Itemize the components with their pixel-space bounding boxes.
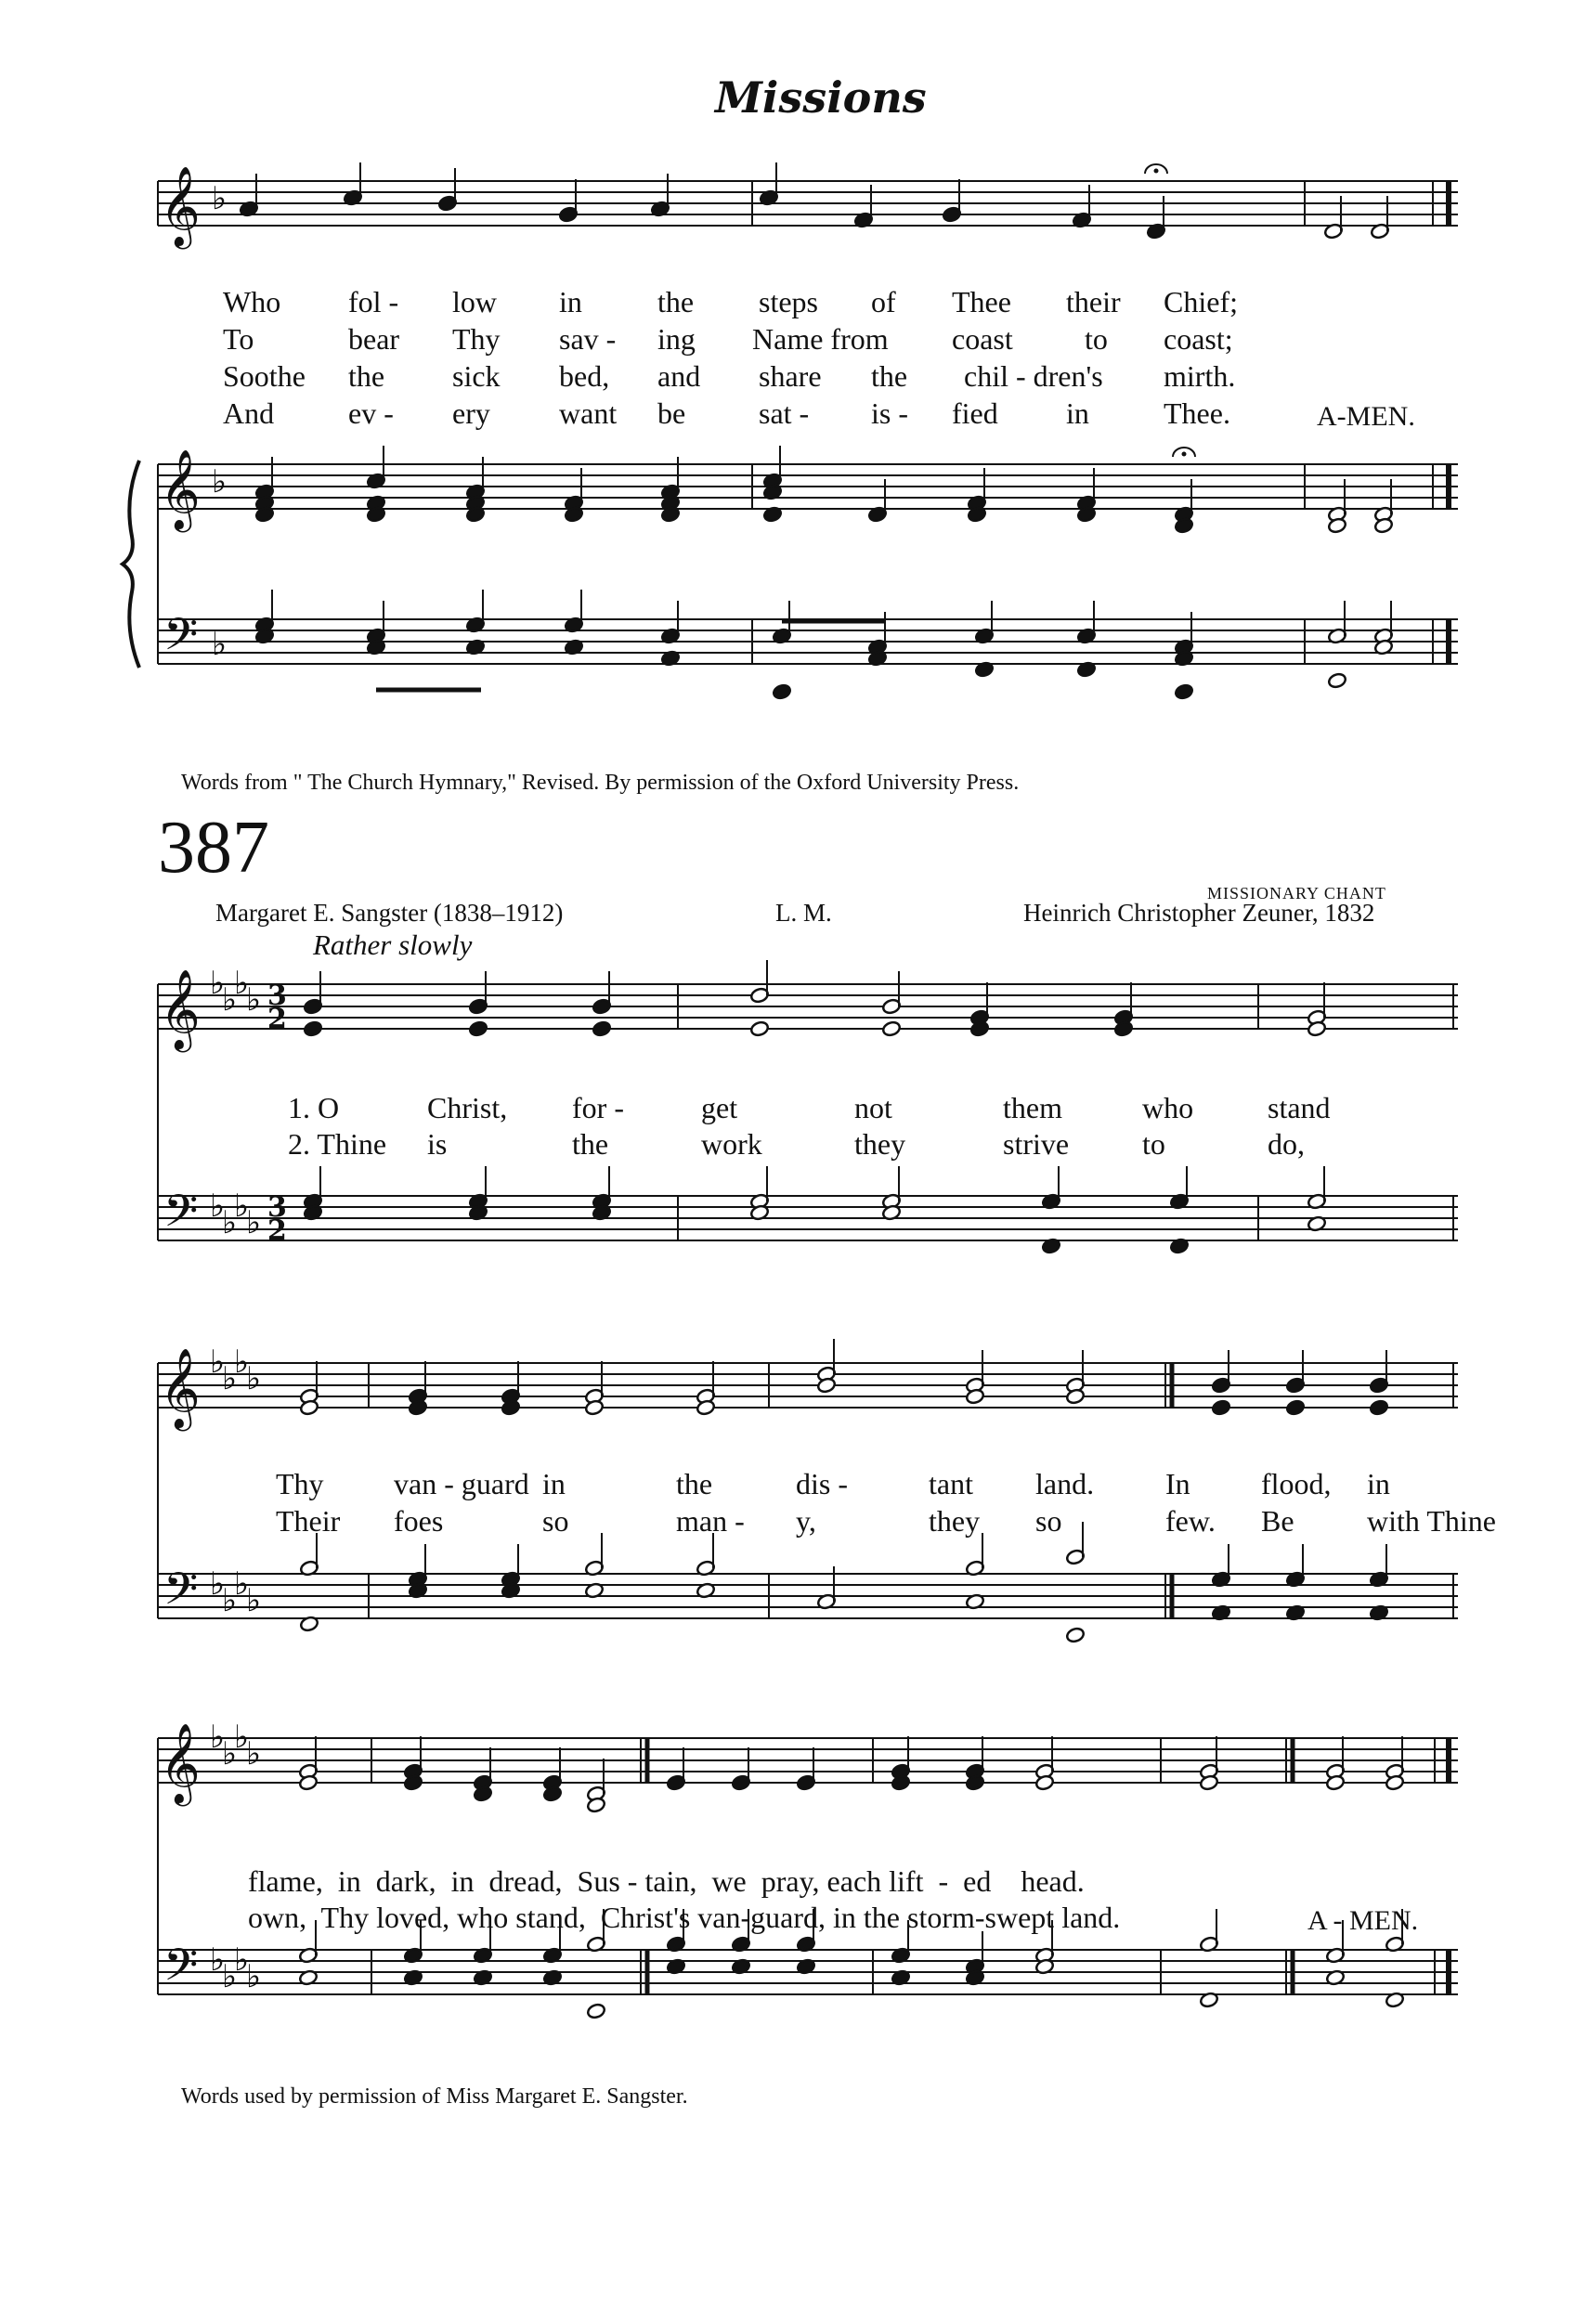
hymn-386-line1-syllable: their bbox=[1066, 285, 1121, 318]
system-2-syllable: y, bbox=[796, 1504, 816, 1538]
time-signature: 3 bbox=[267, 1191, 287, 1224]
hymn-386-line2-syllable: Name from bbox=[752, 322, 889, 356]
hymn-number: 387 bbox=[158, 807, 269, 889]
system-1-syllable: stand bbox=[1268, 1091, 1331, 1124]
fermata-dot bbox=[1182, 452, 1187, 457]
half-note bbox=[749, 1020, 769, 1037]
flat-icon: ♭ bbox=[210, 1188, 226, 1225]
system-2-syllable: Thy bbox=[276, 1467, 324, 1500]
flat-icon: ♭ bbox=[212, 626, 228, 663]
fermata-dot bbox=[1154, 169, 1159, 174]
hymn-386-line4-syllable: sat - bbox=[759, 396, 810, 430]
hymn-386-line4-syllable: fied bbox=[952, 396, 998, 430]
flat-icon: ♭ bbox=[222, 1360, 238, 1397]
hymn-386-line4-syllable: Thee. bbox=[1164, 396, 1230, 430]
brace-icon bbox=[123, 461, 139, 668]
time-signature: 2 bbox=[267, 1003, 287, 1035]
flat-icon: ♭ bbox=[210, 965, 226, 1002]
system-1-syllable: strive bbox=[1003, 1127, 1070, 1161]
flat-icon: ♭ bbox=[210, 1344, 226, 1381]
system-2-syllable: foes bbox=[394, 1504, 444, 1538]
hymn-386-line4-syllable: be bbox=[657, 396, 686, 430]
section-title: Missions bbox=[715, 72, 927, 123]
system-2-syllable: in bbox=[542, 1467, 566, 1500]
flat-icon: ♭ bbox=[246, 1735, 262, 1772]
meter: L. M. bbox=[775, 899, 832, 927]
hymn-386-line3-syllable: chil - dren's bbox=[964, 359, 1103, 393]
hymn-386-line2-syllable: to bbox=[1085, 322, 1108, 356]
flat-icon: ♭ bbox=[212, 180, 228, 217]
hymn-386-line2-syllable: Thy bbox=[452, 322, 501, 356]
system-2-syllable: land. bbox=[1035, 1467, 1095, 1500]
system-1-syllable: Christ, bbox=[427, 1091, 508, 1124]
flat-icon: ♭ bbox=[246, 1958, 262, 1995]
system-2-syllable: in bbox=[1367, 1467, 1390, 1500]
system-1-syllable: to bbox=[1142, 1127, 1165, 1161]
treble-clef-icon: 𝄞 bbox=[160, 1723, 201, 1803]
hymn-386-line3-syllable: the bbox=[348, 359, 385, 393]
system-1-syllable: work bbox=[701, 1127, 762, 1161]
amen-label-387: A - MEN. bbox=[1307, 1905, 1419, 1936]
flat-icon: ♭ bbox=[210, 1719, 226, 1756]
flat-icon: ♭ bbox=[210, 1941, 226, 1979]
flat-icon: ♭ bbox=[222, 981, 238, 1019]
hymn-386-line2-syllable: coast; bbox=[1164, 322, 1233, 356]
flat-icon: ♭ bbox=[222, 1958, 238, 1995]
system-2-syllable: with Thine bbox=[1367, 1504, 1496, 1538]
system-1-syllable: for - bbox=[572, 1091, 624, 1124]
treble-clef-icon: 𝄞 bbox=[160, 449, 201, 529]
system-3-verse-1: flame, in dark, in dread, Sus - tain, we pray, each lift - ed head. bbox=[248, 1864, 1085, 1898]
half-note bbox=[1327, 672, 1346, 689]
hymn-386-line1-syllable: fol - bbox=[348, 285, 399, 318]
quarter-note bbox=[772, 683, 791, 700]
system-2-syllable: tant bbox=[929, 1467, 973, 1500]
hymn-386-line1-syllable: steps bbox=[759, 285, 818, 318]
quarter-note bbox=[592, 1020, 611, 1037]
hymn-386-line1-syllable: the bbox=[657, 285, 695, 318]
system-2-syllable: van - guard bbox=[394, 1467, 529, 1500]
system-2-syllable: so bbox=[542, 1504, 569, 1538]
hymn-386-line2-syllable: bear bbox=[348, 322, 400, 356]
hymn-387-credit: Words used by permission of Miss Margaret E. Sangster. bbox=[181, 2084, 688, 2109]
system-1-syllable: the bbox=[572, 1127, 609, 1161]
system-2-syllable: flood, bbox=[1261, 1467, 1332, 1500]
flat-icon: ♭ bbox=[222, 1735, 238, 1772]
time-signature: 3 bbox=[267, 980, 287, 1012]
flat-icon: ♭ bbox=[234, 965, 250, 1002]
hymn-386-line1-syllable: Chief; bbox=[1164, 285, 1238, 318]
system-2-syllable: so bbox=[1035, 1504, 1062, 1538]
author: Margaret E. Sangster (1838–1912) bbox=[215, 899, 564, 927]
flat-icon: ♭ bbox=[234, 1344, 250, 1381]
hymn-386-line1-syllable: Who bbox=[223, 285, 281, 318]
hymn-386-line4-syllable: want bbox=[559, 396, 618, 430]
system-3-verse-2: own, Thy loved, who stand, Christ's van-guard, in the storm-swept land. bbox=[248, 1901, 1121, 1934]
system-2-syllable: they bbox=[929, 1504, 981, 1538]
hymn-386-line3-syllable: bed, bbox=[559, 359, 610, 393]
flat-icon: ♭ bbox=[212, 463, 228, 500]
quarter-note bbox=[1211, 1399, 1230, 1416]
system-1-syllable: 2. Thine bbox=[288, 1127, 387, 1161]
hymn-386-line4-syllable: ev - bbox=[348, 396, 394, 430]
quarter-note bbox=[1369, 1399, 1388, 1416]
flat-icon: ♭ bbox=[222, 1204, 238, 1241]
hymn-386-line3-syllable: the bbox=[871, 359, 908, 393]
half-note bbox=[1065, 1627, 1085, 1643]
system-2-syllable: Their bbox=[276, 1504, 341, 1538]
treble-clef-icon: 𝄞 bbox=[160, 166, 201, 246]
flat-icon: ♭ bbox=[246, 1582, 262, 1619]
hymn-386-line2-syllable: To bbox=[223, 322, 254, 356]
hymn-386-line2-syllable: ing bbox=[657, 322, 696, 356]
hymn-386-line2-syllable: sav - bbox=[559, 322, 617, 356]
tempo-marking: Rather slowly bbox=[313, 928, 473, 961]
half-note bbox=[586, 2003, 605, 2019]
flat-icon: ♭ bbox=[210, 1565, 226, 1603]
system-2-syllable: few. bbox=[1165, 1504, 1216, 1538]
tune-name: MISSIONARY CHANT bbox=[1207, 884, 1386, 902]
quarter-note bbox=[468, 1020, 488, 1037]
bass-clef-icon: 𝄢 bbox=[163, 608, 199, 671]
flat-icon: ♭ bbox=[246, 1360, 262, 1397]
quarter-note bbox=[1285, 1399, 1305, 1416]
system-1-syllable: them bbox=[1003, 1091, 1062, 1124]
hymn-386-line3-syllable: and bbox=[657, 359, 701, 393]
treble-clef-icon: 𝄞 bbox=[160, 969, 201, 1049]
system-1-syllable: who bbox=[1142, 1091, 1194, 1124]
system-2-syllable: dis - bbox=[796, 1467, 848, 1500]
system-1-syllable: 1. O bbox=[288, 1091, 340, 1124]
hymn-386-line1-syllable: of bbox=[871, 285, 896, 318]
time-signature: 2 bbox=[267, 1214, 287, 1247]
treble-clef-icon: 𝄞 bbox=[160, 1348, 201, 1428]
amen-label: A-MEN. bbox=[1317, 401, 1415, 432]
bass-clef-icon: 𝄢 bbox=[163, 1563, 199, 1626]
hymn-386-line1-syllable: Thee bbox=[952, 285, 1011, 318]
system-1-syllable: they bbox=[854, 1127, 906, 1161]
flat-icon: ♭ bbox=[234, 1565, 250, 1603]
hymn-386-line4-syllable: And bbox=[223, 396, 275, 430]
system-1-syllable: get bbox=[701, 1091, 738, 1124]
flat-icon: ♭ bbox=[234, 1188, 250, 1225]
composer: Heinrich Christopher Zeuner, 1832 bbox=[1023, 899, 1375, 927]
flat-icon: ♭ bbox=[234, 1941, 250, 1979]
system-2-syllable: the bbox=[676, 1467, 713, 1500]
system-1-syllable: is bbox=[427, 1127, 448, 1161]
bass-clef-icon: 𝄢 bbox=[163, 1185, 199, 1248]
hymn-386-credit: Words from " The Church Hymnary," Revised. By permission of the Oxford University Press. bbox=[181, 771, 1020, 795]
flat-icon: ♭ bbox=[222, 1582, 238, 1619]
hymn-386-line1-syllable: in bbox=[559, 285, 582, 318]
system-2-syllable: In bbox=[1165, 1467, 1190, 1500]
hymn-386-line3-syllable: Soothe bbox=[223, 359, 306, 393]
system-2-syllable: Be bbox=[1261, 1504, 1294, 1538]
bass-clef-icon: 𝄢 bbox=[163, 1939, 199, 2002]
hymn-386-line3-syllable: sick bbox=[452, 359, 501, 393]
hymn-386-line1-syllable: low bbox=[452, 285, 497, 318]
system-1-syllable: do, bbox=[1268, 1127, 1305, 1161]
flat-icon: ♭ bbox=[246, 1204, 262, 1241]
quarter-note bbox=[303, 1020, 322, 1037]
hymn-386-line4-syllable: ery bbox=[452, 396, 490, 430]
hymn-386-line4-syllable: in bbox=[1066, 396, 1089, 430]
system-2-syllable: man - bbox=[676, 1504, 745, 1538]
half-note bbox=[881, 1020, 901, 1037]
hymn-386-line4-syllable: is - bbox=[871, 396, 908, 430]
flat-icon: ♭ bbox=[234, 1719, 250, 1756]
flat-icon: ♭ bbox=[246, 981, 262, 1019]
hymn-386-line3-syllable: mirth. bbox=[1164, 359, 1236, 393]
hymn-386-line3-syllable: share bbox=[759, 359, 822, 393]
quarter-note bbox=[1174, 683, 1193, 700]
hymn-386-line2-syllable: coast bbox=[952, 322, 1013, 356]
system-1-syllable: not bbox=[854, 1091, 892, 1124]
